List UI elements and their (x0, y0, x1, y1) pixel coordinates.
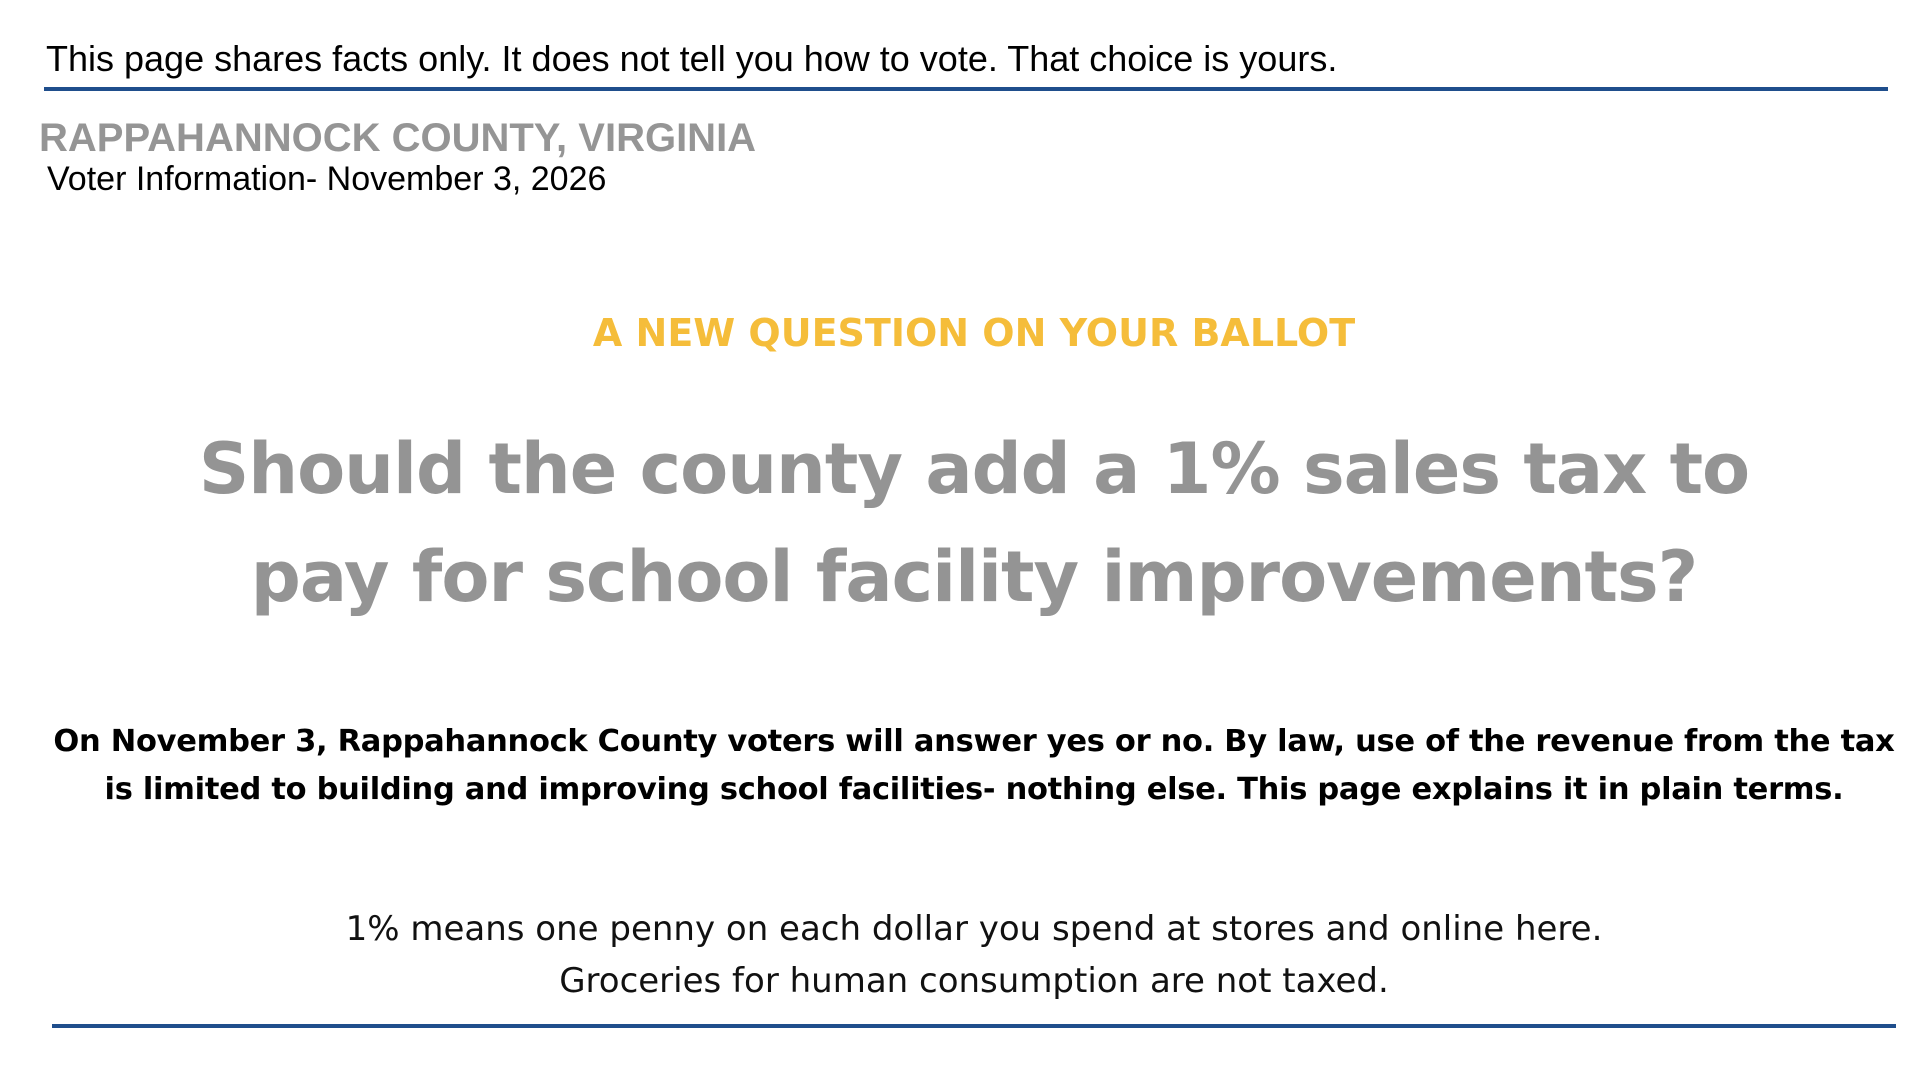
ballot-question-headline: Should the county add a 1% sales tax to pay for school facility improvements? (198, 428, 1750, 618)
disclaimer-text: This page shares facts only. It does not tell you how to vote. That choice is yours. (46, 38, 1338, 79)
top-divider (44, 87, 1888, 91)
penny-line-2: Groceries for human consumption are not taxed. (559, 961, 1389, 1001)
penny-explanation (200, 903, 1748, 1007)
bottom-divider (52, 1024, 1896, 1028)
summary-paragraph: On November 3, Rappahannock County voters will answer yes or no. By law, use of the revenue from the tax is limited to building and improving school facilities- nothing else. This page explains it in plain terms. (53, 724, 1895, 807)
ballot-kicker: A NEW QUESTION ON YOUR BALLOT (592, 311, 1356, 355)
county-title: RAPPAHANNOCK COUNTY, VIRGINIA (39, 116, 757, 160)
penny-line-1: 1% means one penny on each dollar you spend at stores and online here. (345, 909, 1603, 949)
voter-info-date: Voter Information- November 3, 2026 (47, 160, 607, 198)
